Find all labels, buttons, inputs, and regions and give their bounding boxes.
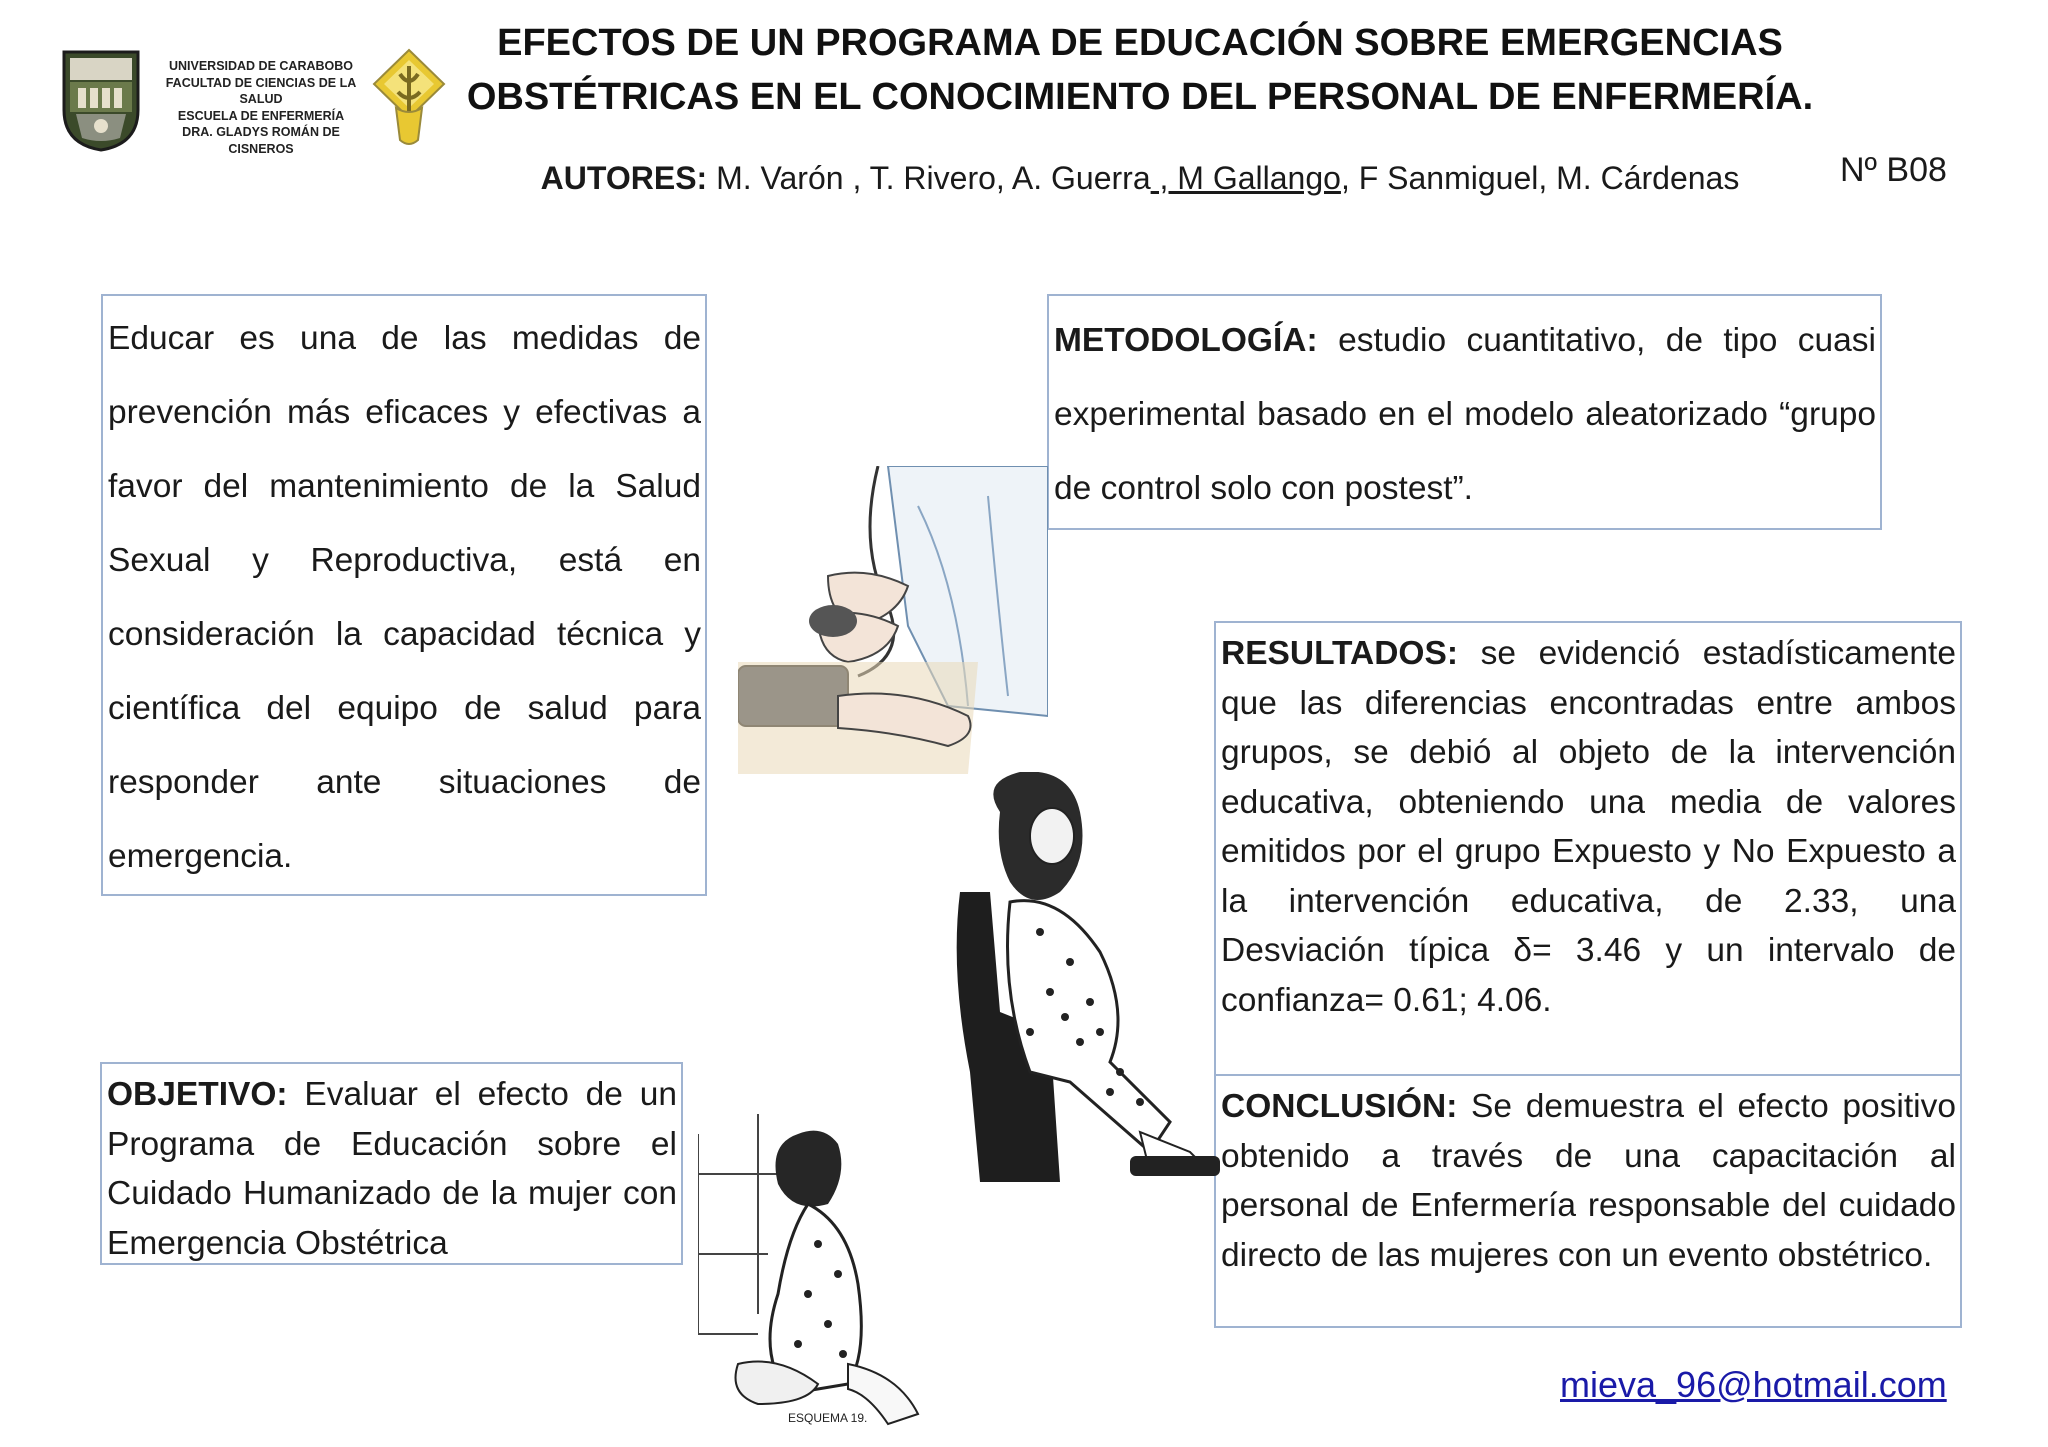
page-title <box>460 16 1820 124</box>
pregnant-woman-illustration <box>940 772 1230 1192</box>
conclusion-text: Se demuestra el efecto positivo obtenido a través de una capacitación al personal de Enfermería responsable del cuidado directo de las mujeres con un evento obstétrico. <box>1221 1088 1956 1274</box>
intro-text: Educar es una de las medidas de prevención más eficaces y efectivas a favor del mantenimiento de la Salud Sexual y Reproductiva, está en consideración la capacidad técnica y científica del equipo de salud para responder ante situaciones de emergencia. <box>108 320 701 875</box>
university-crest-icon <box>60 48 142 152</box>
poster-number: Nº B08 <box>1840 151 1947 189</box>
title-line: OBSTÉTRICAS EN EL CONOCIMIENTO DEL PERSONAL DE ENFERMERÍA. <box>466 76 1814 118</box>
objetivo-label: OBJETIVO: <box>107 1076 288 1113</box>
metodologia-label: METODOLOGÍA: <box>1054 322 1318 359</box>
university-line: UNIVERSIDAD DE CARABOBO <box>168 59 354 73</box>
authors-names: M. Varón , T. Rivero, A. Guerra <box>707 160 1151 196</box>
university-line: DRA. GLADYS ROMÁN DE <box>182 125 340 139</box>
conclusion-label: CONCLUSIÓN: <box>1221 1088 1458 1125</box>
illustration-caption: ESQUEMA 19. <box>788 1411 868 1425</box>
authors-underlined-name: , M Gallango <box>1150 160 1341 196</box>
resultados-text: se evidenció estadísticamente que las diferencias encontradas entre ambos grupos, se debió al objeto de la intervención educativa, obteniendo una media de valores emitidos por el grupo Expuesto y No Expuesto a la intervención educativa, de 2.33, una Desviación típica δ= 3.46 y un intervalo de confianza= 0.61; 4.06. <box>1221 635 1956 1019</box>
university-line: SALUD <box>239 92 283 106</box>
objetivo-box <box>100 1062 683 1265</box>
objetivo-text: Evaluar el efecto de un Programa de Educación sobre el Cuidado Humanizado de la mujer con Emergencia Obstétrica <box>107 1076 677 1262</box>
seated-woman-illustration <box>698 1114 958 1434</box>
university-name <box>152 58 370 157</box>
authors-names-rest: , F Sanmiguel, M. Cárdenas <box>1340 160 1740 196</box>
contact-email-link[interactable]: mieva_96@hotmail.com <box>1560 1364 1947 1405</box>
university-line: FACULTAD DE CIENCIAS DE LA <box>165 75 357 90</box>
title-line: EFECTOS DE UN PROGRAMA DE EDUCACIÓN SOBRE EMERGENCIAS <box>497 22 1783 64</box>
resultados-box <box>1214 621 1962 1076</box>
metodologia-box <box>1047 294 1882 530</box>
resultados-label: RESULTADOS: <box>1221 635 1458 672</box>
university-line: CISNEROS <box>228 141 294 156</box>
authors-label: AUTORES: <box>540 160 708 196</box>
blood-pressure-illustration <box>738 466 1048 774</box>
authors-line <box>460 158 1820 198</box>
conclusion-box <box>1214 1074 1962 1328</box>
university-line: ESCUELA DE ENFERMERÍA <box>177 108 345 123</box>
metodologia-text: estudio cuantitativo, de tipo cuasi experimental basado en el modelo aleatorizado “grupo de control solo con postest”. <box>1054 322 1876 507</box>
intro-box <box>101 294 707 896</box>
school-logo-icon <box>368 44 450 154</box>
